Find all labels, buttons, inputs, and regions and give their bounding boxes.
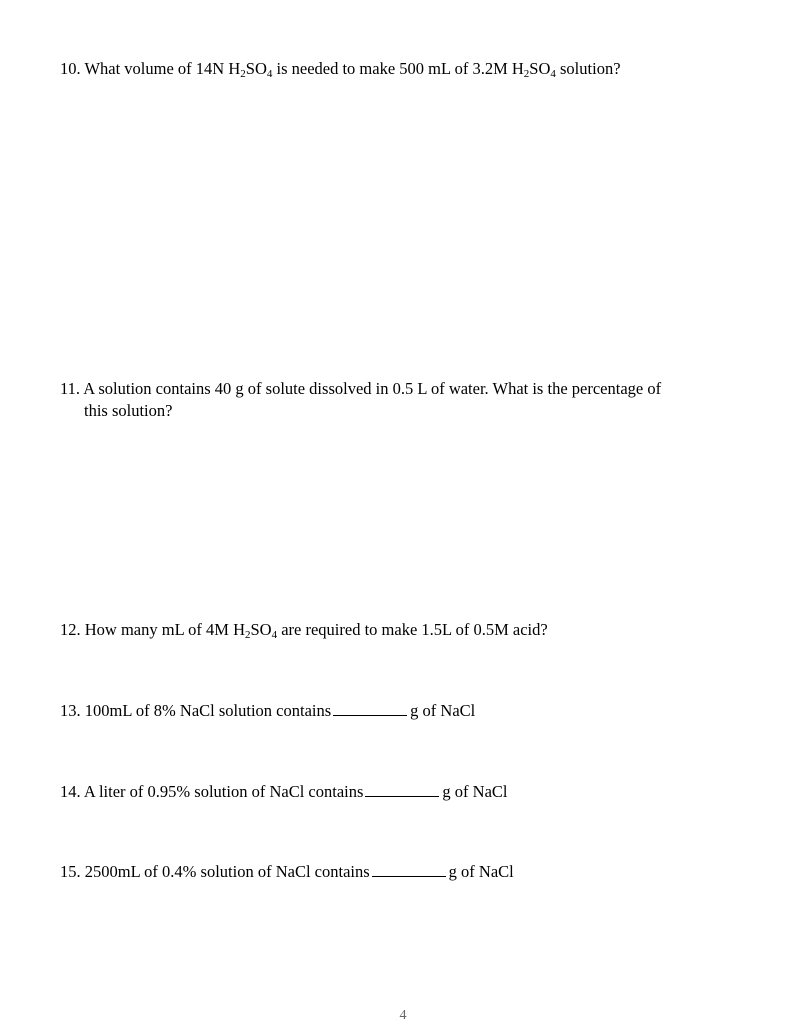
question-14 [60,781,507,803]
question-15 [60,861,514,883]
question-number: 13. [60,701,81,720]
question-10 [60,58,621,80]
question-number: 14. [60,782,81,801]
answer-blank[interactable] [372,862,446,877]
question-number: 11. [60,379,81,398]
question-text: 2500mL of 0.4% solution of NaCl contains [84,862,370,881]
page-number: 4 [399,1008,407,1023]
question-text: What volume of 14N $H_2SO_4$ is needed to make 500 mL of 3.2M $H_2SO_4$ solution? [84,59,621,80]
question-11 [60,378,661,422]
question-text-line1: A solution contains 40 g of solute dissolved in 0.5 L of water. What is the percentage of [83,379,662,398]
question-text: A liter of 0.95% solution of NaCl contains [83,782,364,801]
answer-unit: g of NaCl [410,701,476,720]
question-number: 10. [60,59,81,78]
question-number: 12. [60,620,81,639]
answer-unit: g of NaCl [448,862,514,881]
answer-unit: g of NaCl [442,782,508,801]
question-text-line2: this solution? [84,401,173,420]
question-number: 15. [60,862,81,881]
question-13 [60,700,475,722]
question-12 [60,619,548,641]
question-text: How many mL of 4M $H_2SO_4$ are required to make 1.5L of 0.5M acid? [84,620,548,641]
answer-blank[interactable] [365,782,439,797]
answer-blank[interactable] [333,701,407,716]
question-text: 100mL of 8% NaCl solution contains [84,701,332,720]
